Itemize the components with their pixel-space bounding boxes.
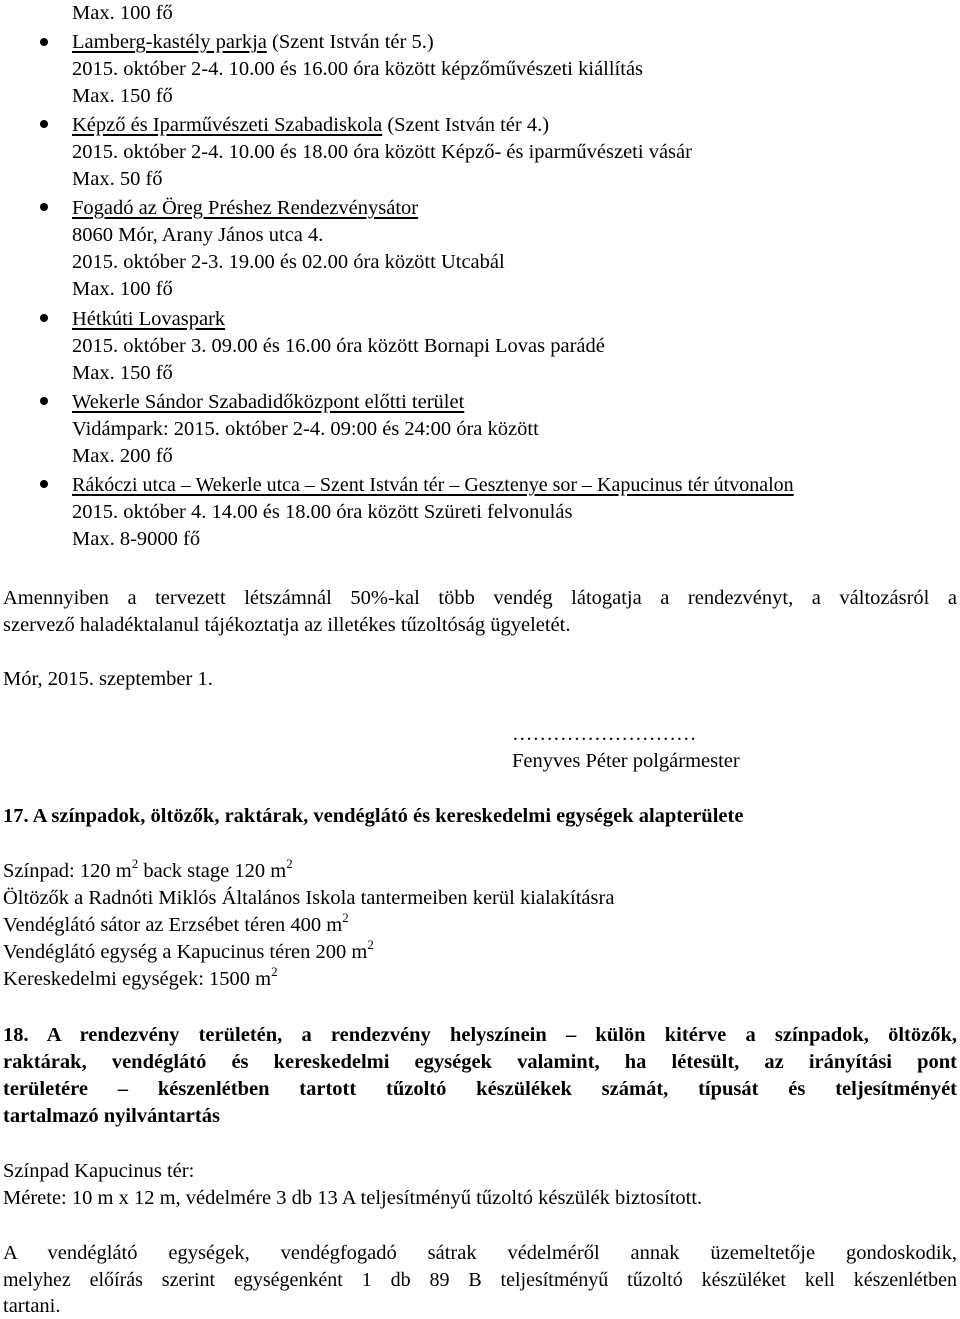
section-18-heading: 18. A rendezvény területén, a rendezvény helyszínein – külön kitérve a színpadok, öltözők, [3, 1024, 957, 1046]
venue-address-line: 8060 Mór, Arany János utca 4. [72, 224, 324, 246]
stage-label: Színpad Kapucinus tér: [3, 1160, 195, 1182]
notice-line: Amennyiben a tervezett létszámnál 50%-kal több vendég látogatja a rendezvényt, a változásról a [3, 587, 957, 609]
venue-detail: 2015. október 4. 14.00 és 18.00 óra között Szüreti felvonulás [72, 501, 573, 523]
area-commercial [3, 966, 957, 992]
venue-capacity: Max. 150 fő [72, 85, 173, 107]
venue-capacity: Max. 50 fő [72, 168, 163, 190]
section-18-heading: tartalmazó nyilvántartás [3, 1105, 220, 1127]
venue-detail: 2015. október 2-3. 19.00 és 02.00 óra között Utcabál [72, 251, 505, 273]
venue-title [72, 195, 957, 221]
venue-address: (Szent István tér 5.) [266, 31, 434, 53]
area-dressing: Öltözők a Radnóti Miklós Általános Iskola tantermeiben kerül kialakításra [3, 887, 615, 909]
signature-name: Fenyves Péter polgármester [512, 750, 740, 772]
superscript: 2 [367, 937, 374, 952]
area-stage-text: Színpad: 120 m [3, 860, 132, 882]
superscript: 2 [342, 910, 349, 925]
date-place: Mór, 2015. szeptember 1. [3, 668, 213, 690]
area-tent [3, 912, 957, 938]
venue-detail: Vidámpark: 2015. október 2-4. 09:00 és 24:00 óra között [72, 418, 539, 440]
venue-capacity: Max. 100 fő [72, 278, 173, 300]
stage-text: Mérete: 10 m x 12 m, védelmére 3 db 13 A teljesítményű tűzoltó készülék biztosított. [3, 1187, 703, 1209]
venue-detail: 2015. október 2-4. 10.00 és 16.00 óra között képzőművészeti kiállítás [72, 58, 644, 80]
bullet-icon [40, 397, 48, 405]
area-stage [3, 858, 957, 884]
catering-line: melyhez előírás szerint egységenként 1 db 89 B teljesítményű tűzoltó készüléket kell készenlétben [3, 1269, 957, 1291]
bullet-icon [40, 38, 48, 46]
bullet-icon [40, 480, 48, 488]
venue-name: Hétkúti Lovaspark [72, 308, 226, 330]
bullet-icon [40, 203, 48, 211]
section-18-heading: raktárak, vendéglátó és kereskedelmi egységek valamint, ha létesült, az irányítási pont [3, 1051, 957, 1073]
area-backstage-text: back stage 120 m [138, 860, 287, 882]
venue-title [72, 112, 957, 138]
bullet-icon [40, 314, 48, 322]
superscript: 2 [131, 856, 139, 871]
catering-line: tartani. [3, 1295, 61, 1317]
notice-line: szervező haladéktalanul tájékoztatja az illetékes tűzoltóság ügyeletét. [3, 614, 571, 636]
signature-dots: ……………………… [512, 723, 697, 745]
venue-name: Lamberg-kastély parkja [72, 31, 267, 53]
venue-detail: 2015. október 2-4. 10.00 és 18.00 óra között Képző- és iparművészeti vásár [72, 141, 692, 163]
venue-capacity: Max. 8-9000 fő [72, 528, 201, 550]
area-unit [3, 939, 957, 965]
superscript: 2 [271, 964, 278, 979]
venue-title [72, 29, 957, 55]
capacity-line: Max. 100 fő [72, 2, 173, 24]
venue-name: Rákóczi utca – Wekerle utca – Szent István tér – Gesztenye sor – Kapucinus tér útvonalon [72, 474, 794, 496]
venue-title [72, 306, 957, 332]
catering-line: A vendéglátó egységek, vendégfogadó sátrak védelméről annak üzemeltetője gondoskodik, [3, 1242, 957, 1264]
area-commercial-text: Kereskedelmi egységek: 1500 m [3, 968, 272, 990]
superscript: 2 [286, 856, 293, 871]
area-tent-text: Vendéglátó sátor az Erzsébet téren 400 m [3, 914, 343, 936]
section-18-heading: területére – készenlétben tartott tűzoltó készülékek számát, típusát és teljesítményét [3, 1078, 957, 1100]
venue-address: (Szent István tér 4.) [382, 114, 550, 136]
venue-name: Képző és Iparművészeti Szabadiskola [72, 114, 383, 136]
venue-detail: 2015. október 3. 09.00 és 16.00 óra között Bornapi Lovas parádé [72, 335, 605, 357]
bullet-icon [40, 120, 48, 128]
venue-capacity: Max. 200 fő [72, 445, 173, 467]
venue-name: Fogadó az Öreg Préshez Rendezvénysátor [72, 197, 419, 219]
venue-title [72, 472, 957, 498]
section-17-heading: 17. A színpadok, öltözők, raktárak, vendéglátó és kereskedelmi egységek alapterülete [3, 805, 744, 827]
venue-title [72, 389, 957, 415]
venue-capacity: Max. 150 fő [72, 362, 173, 384]
area-unit-text: Vendéglátó egység a Kapucinus téren 200 m [3, 941, 368, 963]
venue-name: Wekerle Sándor Szabadidőközpont előtti terület [72, 391, 465, 413]
